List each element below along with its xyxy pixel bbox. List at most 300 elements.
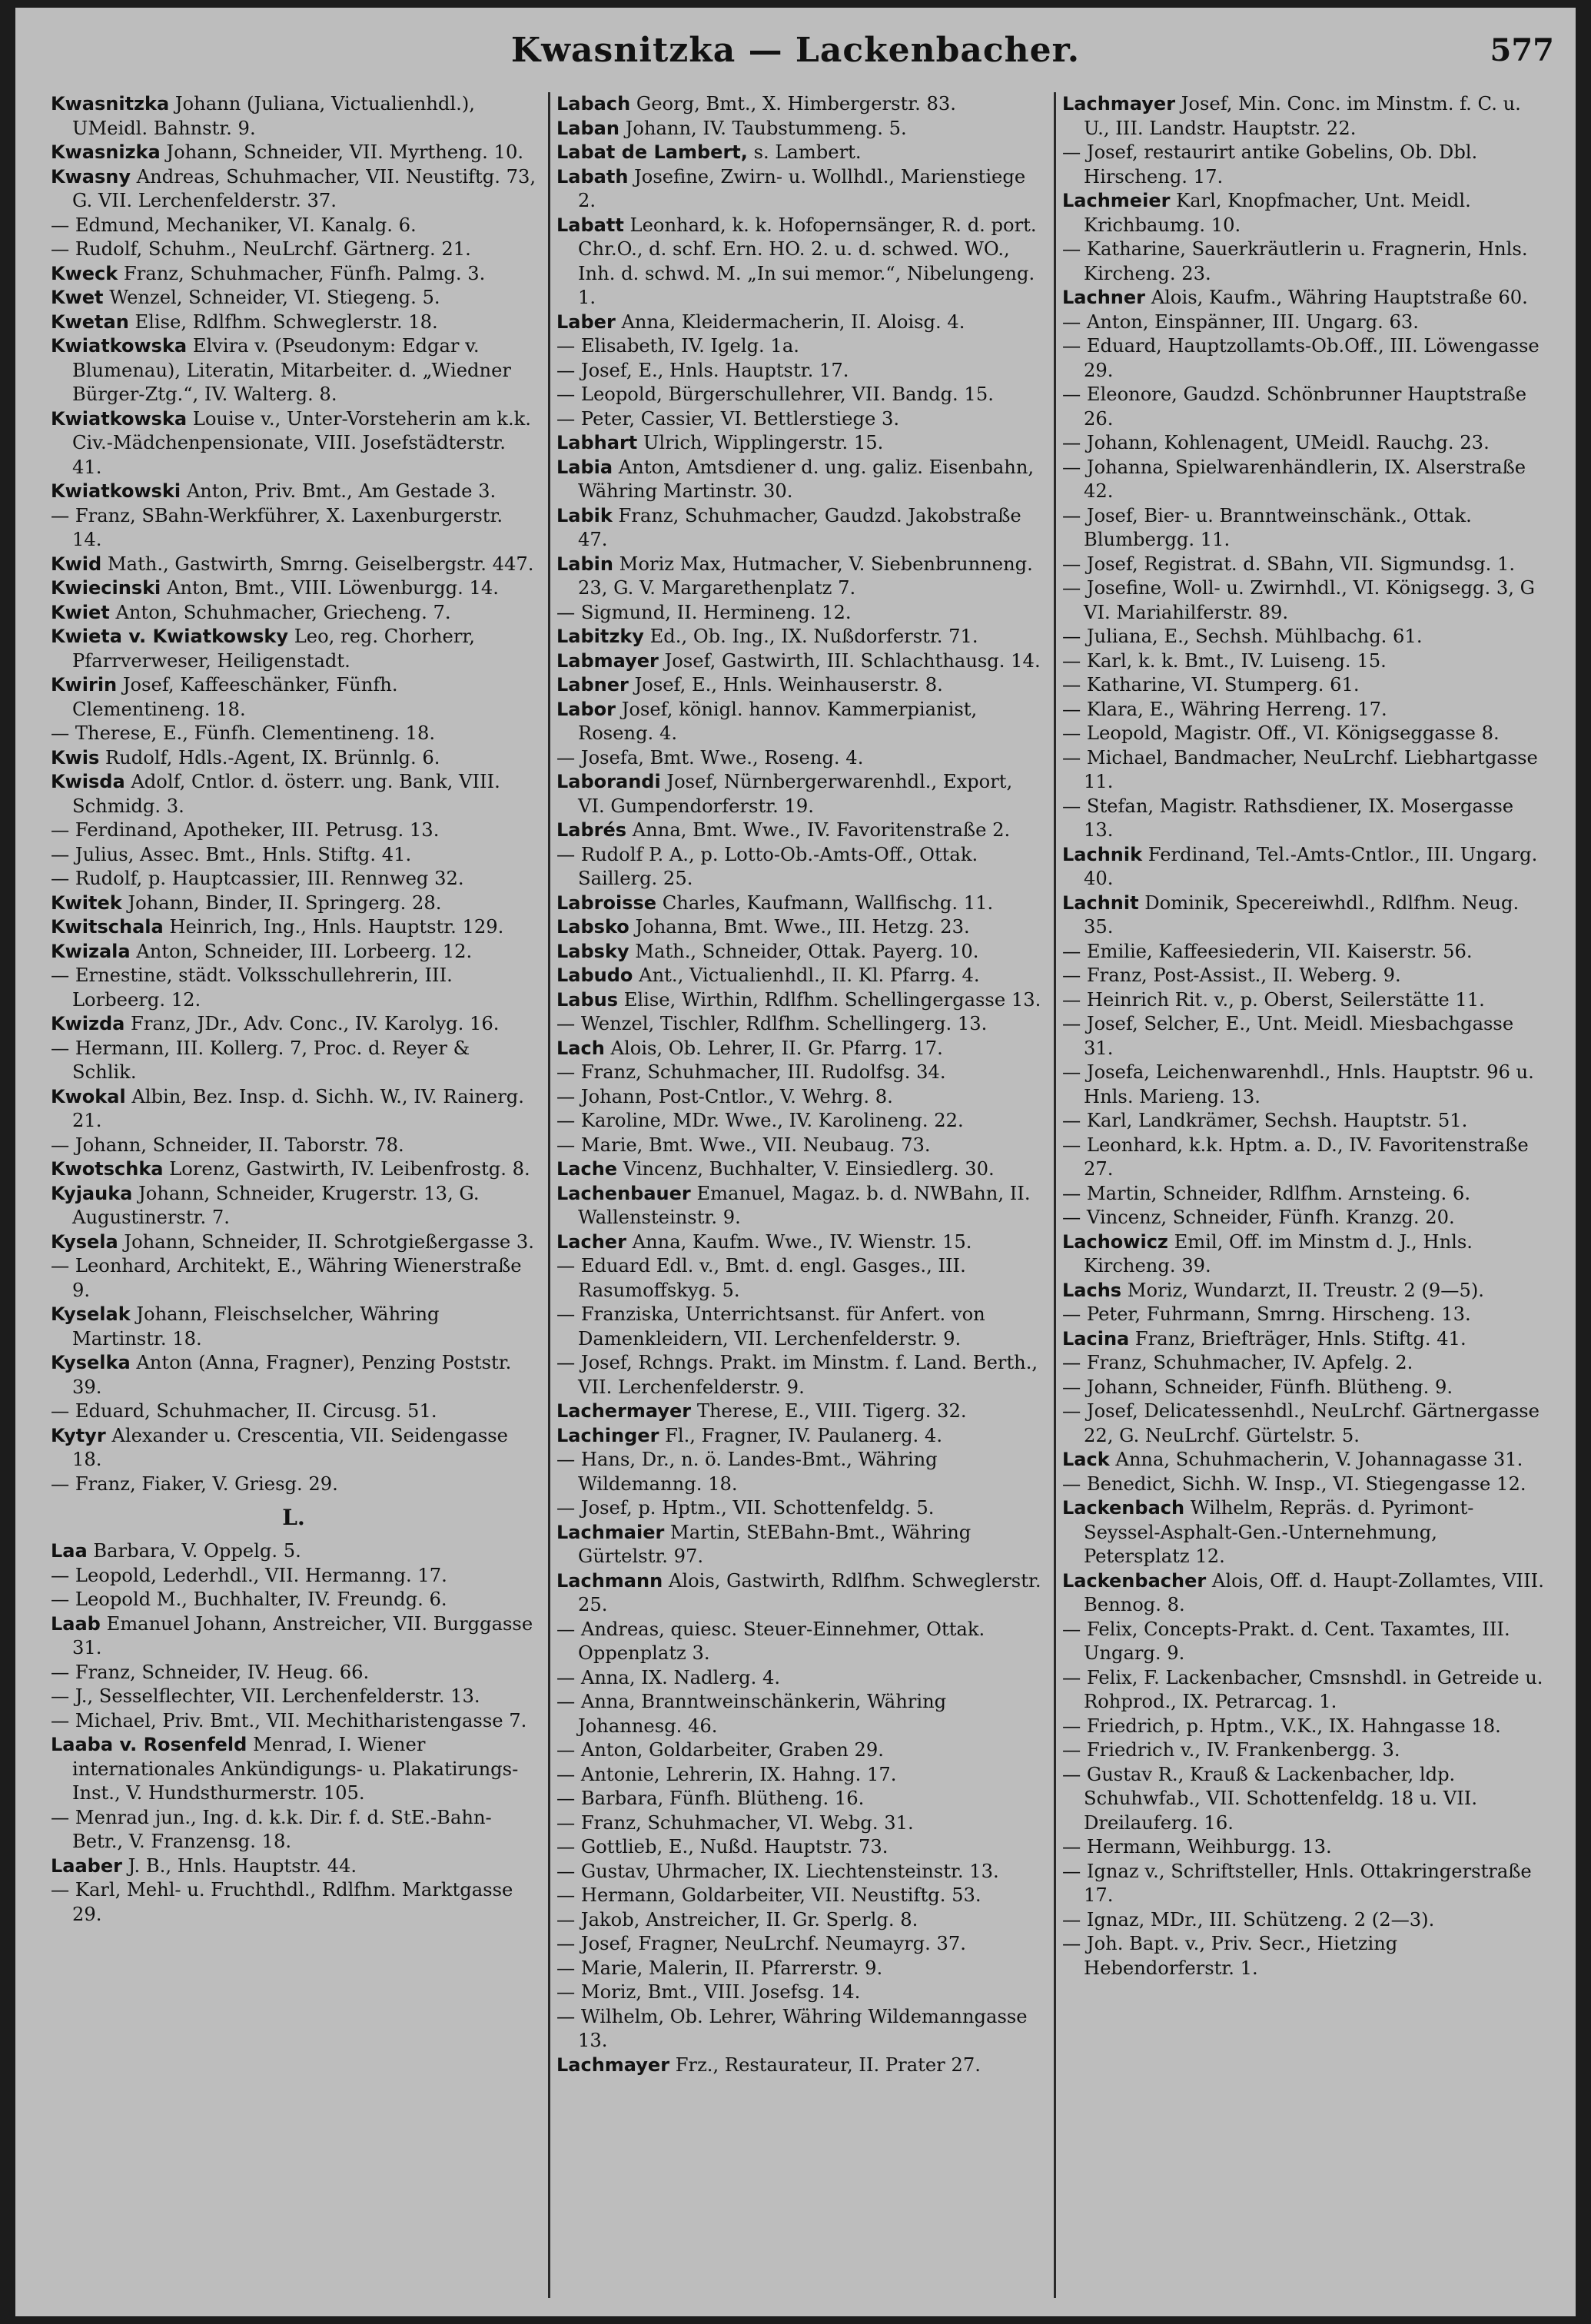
entry-details: Franz, JDr., Adv. Conc., IV. Karolyg. 16. bbox=[125, 1013, 500, 1034]
directory-entry bbox=[51, 915, 536, 940]
entry-details: — Leopold, Magistr. Off., VI. Königseggasse 8. bbox=[1062, 722, 1500, 744]
entry-details: Albin, Bez. Insp. d. Sichh. W., IV. Rainerg. 21. bbox=[72, 1085, 524, 1131]
entry-details: — Gustav R., Krauß & Lackenbacher, ldp. Schuhwfab., VII. Schottenfeldg. 18 u. VII. Dreilauferg. 16. bbox=[1062, 1763, 1478, 1834]
entry-details: — Karl, Mehl- u. Fruchthdl., Rdlfhm. Marktgasse 29. bbox=[51, 1879, 513, 1925]
entry-surname: Lachermayer bbox=[556, 1400, 692, 1422]
entry-details: Johann, IV. Taubstummeng. 5. bbox=[619, 117, 907, 139]
entry-details: Ed., Ob. Ing., IX. Nußdorferstr. 71. bbox=[643, 626, 978, 647]
entry-details: — Franz, Post-Assist., II. Weberg. 9. bbox=[1062, 964, 1401, 986]
directory-entry bbox=[1062, 698, 1548, 722]
entry-details: Andreas, Schuhmacher, VII. Neustiftg. 73, G. VII. Lerchenfelderstr. 37. bbox=[72, 165, 536, 211]
directory-entry bbox=[1062, 1666, 1548, 1715]
entry-surname: Kwasny bbox=[51, 165, 131, 188]
directory-entry bbox=[556, 1448, 1042, 1496]
entry-surname: Laber bbox=[556, 310, 616, 333]
entry-details: Vincenz, Buchhalter, V. Einsiedlerg. 30. bbox=[617, 1158, 995, 1180]
entry-surname: Labrés bbox=[556, 819, 627, 841]
entry-details: Anton, Priv. Bmt., Am Gestade 3. bbox=[181, 480, 497, 502]
entry-details: — Josef, Bier- u. Branntweinschänk., Ottak. Blumbergg. 11. bbox=[1062, 504, 1472, 550]
directory-entry bbox=[1062, 431, 1548, 456]
directory-entry bbox=[1062, 649, 1548, 674]
entry-details: Anton, Bmt., VIII. Löwenburgg. 14. bbox=[161, 577, 499, 599]
entry-details: Emanuel, Magaz. b. d. NWBahn, II. Wallensteinstr. 9. bbox=[578, 1182, 1031, 1228]
entry-details: — Johann, Schneider, II. Taborstr. 78. bbox=[51, 1134, 404, 1156]
directory-entry bbox=[51, 940, 536, 964]
directory-entry bbox=[556, 1957, 1042, 1981]
entry-details: — Johann, Kohlenagent, UMeidl. Rauchg. 23. bbox=[1062, 432, 1490, 453]
directory-entry bbox=[51, 310, 536, 335]
entry-details: — Michael, Priv. Bmt., VII. Mechitharistengasse 7. bbox=[51, 1709, 527, 1731]
entry-surname: Kwizda bbox=[51, 1013, 125, 1034]
entry-details: — Felix, Concepts-Prakt. d. Cent. Taxamtes, III. Ungarg. 9. bbox=[1062, 1618, 1510, 1664]
directory-entry bbox=[51, 1878, 536, 1927]
entry-details: — Karl, Landkrämer, Sechsh. Hauptstr. 51. bbox=[1062, 1110, 1468, 1131]
entry-details: — Josef, Delicatessenhdl., NeuLrchf. Gärtnergasse 22, G. NeuLrchf. Gürtelstr. 5. bbox=[1062, 1400, 1540, 1446]
entry-details: — Franziska, Unterrichtsanst. für Anfert. von Damenkleidern, VII. Lerchenfelderstr. 9. bbox=[556, 1303, 985, 1350]
entry-details: — Peter, Fuhrmann, Smrng. Hirscheng. 13. bbox=[1062, 1303, 1471, 1325]
directory-entry bbox=[556, 673, 1042, 698]
entry-surname: Lachenbauer bbox=[556, 1182, 691, 1204]
directory-entry bbox=[51, 407, 536, 480]
entry-surname: Labath bbox=[556, 165, 629, 188]
page-number: 577 bbox=[1490, 32, 1554, 68]
entry-details: — Leopold, Lederhdl., VII. Hermanng. 17. bbox=[51, 1564, 447, 1586]
entry-surname: Labat de Lambert, bbox=[556, 141, 748, 163]
entry-surname: Labach bbox=[556, 93, 631, 115]
entry-details: Alois, Off. d. Haupt-Zollamtes, VIII. Bennog. 8. bbox=[1084, 1569, 1544, 1615]
entry-surname: Lacina bbox=[1062, 1327, 1130, 1350]
directory-entry bbox=[556, 141, 1042, 165]
directory-entry bbox=[556, 553, 1042, 601]
directory-entry bbox=[51, 1733, 536, 1806]
directory-entry bbox=[1062, 964, 1548, 988]
directory-entry bbox=[1062, 843, 1548, 891]
entry-details: — Ernestine, städt. Volksschullehrerin, III. Lorbeerg. 12. bbox=[51, 964, 453, 1011]
entry-surname: Kwetan bbox=[51, 310, 129, 333]
entry-details: — Eduard, Hauptzollamts-Ob.Off., III. Löwengasse 29. bbox=[1062, 335, 1540, 381]
entry-surname: Labudo bbox=[556, 964, 633, 986]
directory-entry bbox=[51, 867, 536, 891]
entry-surname: Kwirin bbox=[51, 674, 118, 696]
entry-details: Josefine, Zwirn- u. Wollhdl., Marienstiege 2. bbox=[578, 165, 1026, 211]
entry-surname: Laborandi bbox=[556, 771, 661, 792]
directory-entry bbox=[556, 1690, 1042, 1738]
directory-entry bbox=[1062, 1327, 1548, 1352]
entry-details: — Sigmund, II. Hermineng. 12. bbox=[556, 601, 852, 623]
entry-details: Elvira v. (Pseudonym: Edgar v. Blumenau), Literatin, Mitarbeiter. d. „Wiedner Bürger-Ztg.“, IV. Walterg. 8. bbox=[72, 335, 511, 405]
entry-details: — Josef, Fragner, NeuLrchf. Neumayrg. 37. bbox=[556, 1933, 966, 1954]
directory-entry bbox=[51, 1254, 536, 1303]
directory-entry bbox=[556, 117, 1042, 141]
entry-details: — Marie, Malerin, II. Pfarrerstr. 9. bbox=[556, 1957, 883, 1979]
directory-entry bbox=[51, 1806, 536, 1854]
directory-entry bbox=[556, 891, 1042, 916]
entry-details: Math., Gastwirth, Smrng. Geiselbergstr. 447. bbox=[101, 553, 534, 575]
directory-entry bbox=[1062, 1206, 1548, 1230]
directory-entry bbox=[1062, 1738, 1548, 1763]
directory-entry bbox=[556, 1980, 1042, 2005]
entry-surname: Lachnit bbox=[1062, 891, 1139, 914]
entry-details: — Hermann, Weihburgg. 13. bbox=[1062, 1836, 1332, 1858]
entry-details: Louise v., Unter-Vorsteherin am k.k. Civ.-Mädchenpensionate, VIII. Josefstädterstr. 41. bbox=[72, 407, 531, 478]
directory-entry bbox=[556, 770, 1042, 818]
directory-entry bbox=[51, 504, 536, 553]
directory-entry bbox=[1062, 553, 1548, 577]
directory-entry bbox=[556, 1012, 1042, 1037]
entry-details: — Moriz, Bmt., VIII. Josefsg. 14. bbox=[556, 1981, 861, 2003]
directory-entry bbox=[1062, 237, 1548, 286]
entry-details: — Katharine, VI. Stumperg. 61. bbox=[1062, 674, 1360, 696]
entry-surname: Kwiecinski bbox=[51, 577, 161, 599]
entry-details: Emil, Off. im Minstm d. J., Hnls. Kircheng. 39. bbox=[1084, 1230, 1473, 1277]
directory-entry bbox=[1062, 988, 1548, 1013]
entry-details: Josef, E., Hnls. Weinhauserstr. 8. bbox=[628, 674, 943, 696]
entry-details: — Jakob, Anstreicher, II. Gr. Sperlg. 8. bbox=[556, 1908, 918, 1931]
directory-entry bbox=[51, 818, 536, 843]
entry-details: — Ferdinand, Apotheker, III. Petrusg. 13. bbox=[51, 819, 440, 841]
entry-details: — Franz, Schuhmacher, III. Rudolfsg. 34. bbox=[556, 1061, 946, 1083]
entry-details: — Josef, Registrat. d. SBahn, VII. Sigmundsg. 1. bbox=[1062, 553, 1516, 575]
directory-entry bbox=[556, 601, 1042, 626]
directory-entry bbox=[556, 698, 1042, 746]
entry-details: Adolf, Cntlor. d. österr. ung. Bank, VIII. Schmidg. 3. bbox=[72, 771, 500, 817]
directory-entry bbox=[51, 1134, 536, 1158]
directory-entry bbox=[556, 988, 1042, 1013]
directory-entry bbox=[556, 1424, 1042, 1449]
directory-entry bbox=[556, 1811, 1042, 1836]
directory-entry bbox=[556, 1085, 1042, 1110]
directory-page bbox=[15, 8, 1576, 2316]
entry-details: Barbara, V. Oppelg. 5. bbox=[87, 1540, 301, 1562]
entry-surname: Labitzky bbox=[556, 626, 644, 647]
directory-entry bbox=[51, 1351, 536, 1399]
running-title: Kwasnitzka — Lackenbacher. bbox=[510, 31, 1081, 70]
directory-entry bbox=[1062, 1230, 1548, 1279]
directory-entry bbox=[1062, 1496, 1548, 1569]
directory-entry bbox=[51, 1085, 536, 1134]
directory-entry bbox=[1062, 1472, 1548, 1497]
entry-details: Alois, Gastwirth, Rdlfhm. Schweglerstr. 25. bbox=[578, 1569, 1041, 1615]
entry-surname: Kwieta v. Kwiatkowsky bbox=[51, 626, 288, 647]
entry-details: — Josef, restaurirt antike Gobelins, Ob. Dbl. Hirscheng. 17. bbox=[1062, 141, 1478, 188]
directory-entry bbox=[556, 1134, 1042, 1158]
directory-entry bbox=[556, 1835, 1042, 1860]
entry-details: — Felix, F. Lackenbacher, Cmsnshdl. in Getreide u. Rohprod., IX. Petrarcag. 1. bbox=[1062, 1666, 1543, 1712]
directory-entry bbox=[556, 359, 1042, 383]
directory-entry bbox=[556, 1666, 1042, 1691]
directory-entry bbox=[1062, 310, 1548, 335]
entry-details: Emanuel Johann, Anstreicher, VII. Burggasse 31. bbox=[72, 1612, 533, 1658]
entry-surname: Lachinger bbox=[556, 1424, 659, 1446]
entry-surname: Labik bbox=[556, 504, 613, 526]
entry-details: Johann, Schneider, VII. Myrtheng. 10. bbox=[160, 141, 524, 163]
directory-entry bbox=[51, 1157, 536, 1182]
entry-details: Karl, Knopfmacher, Unt. Meidl. Krichbaumg. 10. bbox=[1084, 190, 1471, 236]
columns bbox=[51, 92, 1557, 2298]
directory-entry bbox=[556, 1399, 1042, 1424]
directory-entry bbox=[1062, 1860, 1548, 1908]
entry-details: — Edmund, Mechaniker, VI. Kanalg. 6. bbox=[51, 214, 417, 236]
entry-surname: Lachowicz bbox=[1062, 1230, 1168, 1253]
entry-details: Alois, Ob. Lehrer, II. Gr. Pfarrg. 17. bbox=[604, 1037, 943, 1059]
directory-entry bbox=[1062, 1763, 1548, 1836]
directory-entry bbox=[51, 843, 536, 868]
directory-entry bbox=[51, 1472, 536, 1497]
directory-entry bbox=[1062, 1376, 1548, 1400]
entry-details: — Johann, Schneider, Fünfh. Blütheng. 9. bbox=[1062, 1376, 1453, 1398]
directory-entry bbox=[1062, 1012, 1548, 1061]
entry-details: — Elisabeth, IV. Igelg. 1a. bbox=[556, 335, 799, 357]
entry-details: — Anton, Einspänner, III. Ungarg. 63. bbox=[1062, 310, 1419, 333]
directory-entry bbox=[556, 1521, 1042, 1569]
directory-entry bbox=[51, 1230, 536, 1255]
directory-entry bbox=[51, 165, 536, 214]
entry-details: Ferdinand, Tel.-Amts-Cntlor., III. Ungarg. 40. bbox=[1084, 843, 1538, 889]
directory-entry bbox=[51, 601, 536, 626]
entry-details: — Franz, Schuhmacher, IV. Apfelg. 2. bbox=[1062, 1352, 1413, 1373]
entry-details: — Franz, Schneider, IV. Heug. 66. bbox=[51, 1661, 370, 1683]
directory-entry bbox=[556, 1860, 1042, 1884]
directory-entry bbox=[556, 214, 1042, 310]
directory-entry bbox=[1062, 673, 1548, 698]
entry-surname: Lachs bbox=[1062, 1279, 1122, 1301]
entry-details: Moriz, Wundarzt, II. Treustr. 2 (9—5). bbox=[1121, 1279, 1484, 1301]
entry-surname: Laban bbox=[556, 117, 619, 139]
entry-details: — Ignaz v., Schriftsteller, Hnls. Ottakringerstraße 17. bbox=[1062, 1860, 1532, 1906]
directory-entry bbox=[1062, 92, 1548, 141]
entry-details: — Hermann, Goldarbeiter, VII. Neustiftg. 53. bbox=[556, 1884, 982, 1906]
entry-details: — Joh. Bapt. v., Priv. Secr., Hietzing Hebendorferstr. 1. bbox=[1062, 1933, 1398, 1979]
directory-entry bbox=[51, 1588, 536, 1612]
directory-entry bbox=[1062, 141, 1548, 189]
entry-surname: Labatt bbox=[556, 214, 624, 236]
directory-entry bbox=[556, 1763, 1042, 1788]
entry-surname: Kwitek bbox=[51, 891, 122, 914]
directory-entry bbox=[51, 625, 536, 673]
directory-entry bbox=[556, 165, 1042, 214]
directory-entry bbox=[556, 504, 1042, 553]
entry-details: Johann, Schneider, Krugerstr. 13, G. Augustinerstr. 7. bbox=[72, 1182, 480, 1228]
directory-entry bbox=[1062, 1618, 1548, 1666]
entry-details: Johann, Binder, II. Springerg. 28. bbox=[121, 891, 442, 914]
entry-surname: Labmayer bbox=[556, 649, 659, 672]
directory-entry bbox=[51, 1564, 536, 1589]
directory-entry bbox=[1062, 1109, 1548, 1134]
entry-surname: Kytyr bbox=[51, 1424, 106, 1446]
entry-details: — Katharine, Sauerkräutlerin u. Fragnerin, Hnls. Kircheng. 23. bbox=[1062, 238, 1528, 284]
directory-entry bbox=[556, 334, 1042, 359]
entry-details: — Franz, SBahn-Werkführer, X. Laxenburgerstr. 14. bbox=[51, 504, 503, 550]
entry-surname: Kwid bbox=[51, 553, 102, 575]
directory-entry bbox=[556, 1303, 1042, 1351]
entry-details: — Wenzel, Tischler, Rdlfhm. Schellingerg. 13. bbox=[556, 1013, 988, 1034]
directory-entry bbox=[1062, 1351, 1548, 1376]
entry-surname: Lachmeier bbox=[1062, 190, 1171, 211]
directory-entry bbox=[51, 1037, 536, 1085]
directory-entry bbox=[556, 1351, 1042, 1399]
entry-details: Anton, Schuhmacher, Griecheng. 7. bbox=[109, 601, 451, 623]
entry-details: Ant., Victualienhdl., II. Kl. Pfarrg. 4. bbox=[633, 964, 980, 986]
column-divider bbox=[1054, 92, 1056, 2298]
entry-details: Lorenz, Gastwirth, IV. Leibenfrostg. 8. bbox=[163, 1158, 530, 1180]
entry-details: — Josef, Selcher, E., Unt. Meidl. Miesbachgasse 31. bbox=[1062, 1013, 1514, 1059]
directory-entry bbox=[1062, 286, 1548, 310]
entry-details: Anton, Amtsdiener d. ung. galiz. Eisenbahn, Währing Martinstr. 30. bbox=[578, 456, 1035, 502]
directory-entry bbox=[51, 262, 536, 287]
entry-details: Anna, Kaufm. Wwe., IV. Wienstr. 15. bbox=[626, 1230, 972, 1253]
entry-details: Josef, Min. Conc. im Minstm. f. C. u. U., III. Landstr. Hauptstr. 22. bbox=[1084, 93, 1521, 139]
entry-details: — Anton, Goldarbeiter, Graben 29. bbox=[556, 1739, 884, 1761]
directory-entry bbox=[1062, 1932, 1548, 1980]
directory-entry bbox=[51, 553, 536, 577]
entry-details: — Josefa, Bmt. Wwe., Roseng. 4. bbox=[556, 746, 864, 769]
entry-surname: Kwotschka bbox=[51, 1158, 164, 1180]
entry-details: — Hermann, III. Kollerg. 7, Proc. d. Reyer & Schlik. bbox=[51, 1037, 470, 1083]
directory-entry bbox=[51, 770, 536, 818]
directory-entry bbox=[51, 673, 536, 722]
entry-details: Alexander u. Crescentia, VII. Seidengasse 18. bbox=[72, 1424, 508, 1470]
directory-entry bbox=[51, 722, 536, 746]
entry-details: — Emilie, Kaffeesiederin, VII. Kaiserstr. 56. bbox=[1062, 940, 1473, 962]
entry-details: Georg, Bmt., X. Himbergerstr. 83. bbox=[630, 93, 956, 115]
entry-details: — Eleonore, Gaudzd. Schönbrunner Hauptstraße 26. bbox=[1062, 383, 1527, 430]
directory-entry bbox=[556, 1182, 1042, 1230]
entry-details: s. Lambert. bbox=[747, 141, 862, 163]
entry-details: Therese, E., VIII. Tigerg. 32. bbox=[691, 1400, 967, 1422]
directory-entry bbox=[1062, 1061, 1548, 1109]
entry-details: — Leopold, Bürgerschullehrer, VII. Bandg. 15. bbox=[556, 383, 994, 405]
entry-surname: Kwizala bbox=[51, 940, 131, 962]
directory-entry bbox=[1062, 940, 1548, 964]
directory-entry bbox=[1062, 795, 1548, 843]
entry-details: — Juliana, E., Sechsh. Mühlbachg. 61. bbox=[1062, 626, 1423, 647]
entry-details: Moriz Max, Hutmacher, V. Siebenbrunneng. 23, G. V. Margarethenplatz 7. bbox=[578, 553, 1033, 599]
entry-details: — Leonhard, Architekt, E., Währing Wienerstraße 9. bbox=[51, 1255, 522, 1301]
entry-surname: Lachmayer bbox=[1062, 93, 1176, 115]
entry-surname: Kwitschala bbox=[51, 916, 164, 938]
directory-entry bbox=[556, 1109, 1042, 1134]
directory-entry bbox=[556, 1908, 1042, 1933]
entry-details: Franz, Schuhmacher, Gaudzd. Jakobstraße 47. bbox=[578, 504, 1021, 550]
directory-entry bbox=[556, 310, 1042, 335]
entry-surname: Labroisse bbox=[556, 891, 657, 914]
directory-entry bbox=[1062, 1279, 1548, 1303]
directory-entry bbox=[556, 964, 1042, 988]
page-header bbox=[15, 31, 1576, 85]
directory-entry bbox=[1062, 383, 1548, 431]
entry-surname: Lache bbox=[556, 1158, 618, 1180]
entry-surname: Kwasnitzka bbox=[51, 93, 170, 115]
entry-details: — Michael, Bandmacher, NeuLrchf. Liebhartgasse 11. bbox=[1062, 746, 1538, 792]
entry-details: — Johann, Post-Cntlor., V. Wehrg. 8. bbox=[556, 1085, 893, 1107]
entry-details: — Julius, Assec. Bmt., Hnls. Stiftg. 41. bbox=[51, 843, 412, 865]
directory-entry bbox=[51, 1012, 536, 1037]
directory-entry bbox=[51, 214, 536, 238]
entry-surname: Kwiatkowski bbox=[51, 480, 181, 502]
directory-entry bbox=[51, 891, 536, 916]
directory-entry bbox=[1062, 1182, 1548, 1207]
entry-details: Anna, Kleidermacherin, II. Aloisg. 4. bbox=[615, 310, 965, 333]
directory-entry bbox=[556, 92, 1042, 117]
directory-entry bbox=[556, 1230, 1042, 1255]
entry-details: Josef, Gastwirth, III. Schlachthausg. 14. bbox=[658, 649, 1041, 672]
entry-surname: Labin bbox=[556, 553, 613, 575]
directory-entry bbox=[1062, 334, 1548, 383]
entry-details: Ulrich, Wipplingerstr. 15. bbox=[637, 432, 884, 453]
directory-entry bbox=[556, 1569, 1042, 1618]
entry-details: — Josef, p. Hptm., VII. Schottenfeldg. 5. bbox=[556, 1497, 935, 1519]
directory-entry bbox=[556, 2005, 1042, 2053]
entry-details: — Vincenz, Schneider, Fünfh. Kranzg. 20. bbox=[1062, 1207, 1455, 1228]
entry-surname: Lachner bbox=[1062, 287, 1145, 308]
entry-details: — Benedict, Sichh. W. Insp., VI. Stiegengasse 12. bbox=[1062, 1472, 1526, 1495]
entry-details: Josef, königl. hannov. Kammerpianist, Roseng. 4. bbox=[578, 698, 978, 744]
entry-details: — Anna, Branntweinschänkerin, Währing Johannesg. 46. bbox=[556, 1691, 947, 1737]
entry-details: — Leonhard, k.k. Hptm. a. D., IV. Favoritenstraße 27. bbox=[1062, 1134, 1529, 1180]
directory-entry bbox=[1062, 504, 1548, 553]
column-3 bbox=[1062, 92, 1548, 2298]
entry-details: J. B., Hnls. Hauptstr. 44. bbox=[121, 1854, 357, 1877]
entry-details: Alois, Kaufm., Währing Hauptstraße 60. bbox=[1145, 287, 1528, 308]
directory-entry bbox=[556, 818, 1042, 843]
entry-details: Menrad, I. Wiener internationales Ankündigungs- u. Plakatirungs-Inst., V. Hundsthurmerstr. 105. bbox=[72, 1734, 519, 1804]
directory-entry bbox=[556, 1618, 1042, 1666]
entry-surname: Kwokal bbox=[51, 1085, 126, 1107]
entry-details: — Josefine, Woll- u. Zwirnhdl., VI. Königsegg. 3, G VI. Mariahilferstr. 89. bbox=[1062, 577, 1535, 623]
entry-details: — Rudolf P. A., p. Lotto-Ob.-Amts-Off., Ottak. Saillerg. 25. bbox=[556, 843, 978, 889]
entry-details: Heinrich, Ing., Hnls. Hauptstr. 129. bbox=[163, 916, 504, 938]
directory-entry bbox=[556, 1884, 1042, 1908]
entry-surname: Lacher bbox=[556, 1230, 626, 1253]
entry-details: — Heinrich Rit. v., p. Oberst, Seilerstätte 11. bbox=[1062, 988, 1485, 1011]
entry-details: Leonhard, k. k. Hofopernsänger, R. d. port. Chr.O., d. schf. Ern. HO. 2. u. d. schwed. WO., Inh. d. schwd. M. „In sui memor.“, Nibelungeng. 1. bbox=[578, 214, 1037, 308]
entry-surname: Lackenbacher bbox=[1062, 1569, 1207, 1592]
directory-entry bbox=[1062, 189, 1548, 237]
entry-surname: Labus bbox=[556, 988, 619, 1011]
entry-surname: Kwiet bbox=[51, 601, 110, 623]
directory-entry bbox=[51, 1661, 536, 1685]
entry-details: Anna, Schuhmacherin, V. Johannagasse 31. bbox=[1109, 1449, 1523, 1470]
entry-details: Frz., Restaurateur, II. Prater 27. bbox=[669, 2053, 981, 2076]
column-divider bbox=[548, 92, 550, 2298]
directory-entry bbox=[51, 1424, 536, 1472]
directory-entry bbox=[51, 1182, 536, 1230]
entry-surname: Kwis bbox=[51, 746, 100, 769]
entry-details: Fl., Fragner, IV. Paulanerg. 4. bbox=[659, 1424, 943, 1446]
directory-entry bbox=[556, 431, 1042, 456]
entry-details: — Friedrich v., IV. Frankenbergg. 3. bbox=[1062, 1739, 1400, 1761]
entry-surname: Labner bbox=[556, 674, 629, 696]
entry-details: Johann, Fleischselcher, Währing Martinstr. 18. bbox=[72, 1303, 440, 1350]
entry-surname: Lachmayer bbox=[556, 2053, 670, 2076]
entry-details: — Anna, IX. Nadlerg. 4. bbox=[556, 1666, 781, 1688]
directory-entry bbox=[51, 286, 536, 310]
entry-details: — Peter, Cassier, VI. Bettlerstiege 3. bbox=[556, 407, 900, 430]
entry-details: — Hans, Dr., n. ö. Landes-Bmt., Währing Wildemanng. 18. bbox=[556, 1449, 938, 1495]
entry-details: Johann (Juliana, Victualienhdl.), UMeidl. Bahnstr. 9. bbox=[72, 93, 475, 139]
directory-entry bbox=[1062, 746, 1548, 795]
entry-surname: Kwiatkowska bbox=[51, 407, 188, 430]
directory-entry bbox=[51, 92, 536, 141]
entry-details: — Franz, Fiaker, V. Griesg. 29. bbox=[51, 1472, 338, 1495]
directory-entry bbox=[51, 964, 536, 1012]
directory-entry bbox=[556, 746, 1042, 771]
directory-entry bbox=[51, 1303, 536, 1351]
entry-details: — Eduard, Schuhmacher, II. Circusg. 51. bbox=[51, 1400, 437, 1422]
entry-surname: Labsko bbox=[556, 916, 629, 938]
directory-entry bbox=[556, 649, 1042, 674]
entry-details: Leo, reg. Chorherr, Pfarrverweser, Heiligenstadt. bbox=[72, 626, 475, 672]
